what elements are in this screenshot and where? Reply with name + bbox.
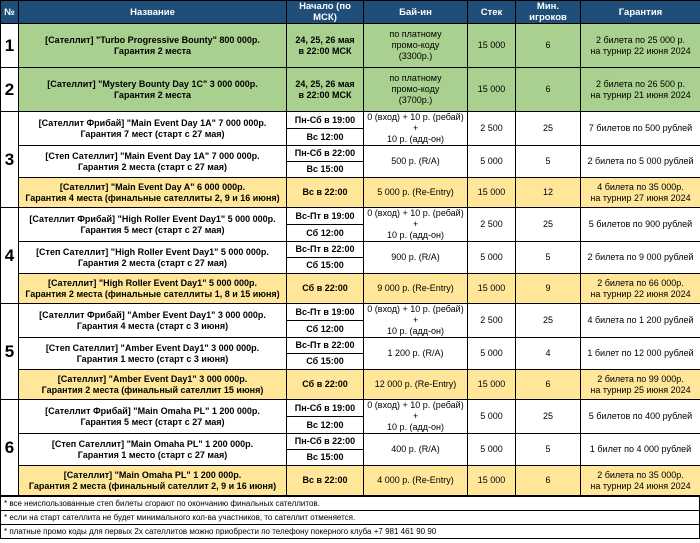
- guarantee: 5 билетов по 900 рублей: [581, 208, 700, 242]
- guarantee: 2 билета по 99 000р. на турнир 25 июня 2024: [581, 370, 700, 400]
- buyin: 4 000 р. (Re-Entry): [364, 466, 468, 496]
- start-time: Сб 12:00: [287, 321, 364, 338]
- guarantee: 5 билетов по 400 рублей: [581, 400, 700, 434]
- table-row: [1, 208, 700, 225]
- stack: 5 000: [468, 242, 516, 274]
- tournament-name: [Степ Сателлит] "Main Event Day 1A" 7 000 000р. Гарантия 2 места (старт с 27 мая): [19, 146, 287, 178]
- buyin: 0 (вход) + 10 р. (ребай) + 10 р. (адд-он): [364, 112, 468, 146]
- guarantee: 2 билета по 66 000р. на турнир 22 июня 2024: [581, 274, 700, 304]
- tournament-name: [Сателлит] "Amber Event Day1" 3 000 000р. Гарантия 2 места (финальный сателлит 15 июня): [19, 370, 287, 400]
- start-time: Сб в 22:00: [287, 274, 364, 304]
- start-time: Вс-Пт в 22:00: [287, 338, 364, 354]
- tournament-name: [Степ Сателлит] "Main Omaha PL" 1 200 000р. Гарантия 1 место (старт с 27 мая): [19, 434, 287, 466]
- min-players: 25: [516, 400, 581, 434]
- buyin: 1 200 р. (R/A): [364, 338, 468, 370]
- start-time: Вс-Пт в 22:00: [287, 242, 364, 258]
- row-number: 6: [1, 400, 19, 496]
- stack: 2 500: [468, 304, 516, 338]
- buyin: 12 000 р. (Re-Entry): [364, 370, 468, 400]
- header-name: Название: [19, 1, 287, 24]
- min-players: 6: [516, 370, 581, 400]
- start-time: Сб 15:00: [287, 258, 364, 274]
- table-row: [1, 370, 700, 400]
- stack: 5 000: [468, 400, 516, 434]
- stack: 15 000: [468, 24, 516, 68]
- guarantee: 2 билета по 35 000р. на турнир 24 июня 2024: [581, 466, 700, 496]
- row-number: 5: [1, 304, 19, 400]
- tournament-name: [Сателлит Фрибай] "Main Event Day 1A" 7 000 000р. Гарантия 7 мест (старт с 27 мая): [19, 112, 287, 146]
- min-players: 9: [516, 274, 581, 304]
- guarantee: 4 билета по 35 000р. на турнир 27 июня 2024: [581, 178, 700, 208]
- footnote: * платные промо коды для первых 2х сателлитов можно приобрести по телефону покерного клуба +7 981 461 90 90: [1, 524, 699, 538]
- tournament-name: [Сателлит Фрибай] "Main Omaha PL" 1 200 000р. Гарантия 5 мест (старт с 27 мая): [19, 400, 287, 434]
- row-number: 2: [1, 68, 19, 112]
- buyin: 500 р. (R/A): [364, 146, 468, 178]
- header-stack: Стек: [468, 1, 516, 24]
- stack: 5 000: [468, 146, 516, 178]
- start-time: Вс 15:00: [287, 450, 364, 466]
- table-row: [1, 242, 700, 258]
- table-row: [1, 466, 700, 496]
- guarantee: 2 билета по 26 500 р. на турнир 21 июня 2024: [581, 68, 700, 112]
- guarantee: 2 билета по 25 000 р. на турнир 22 июня 2024: [581, 24, 700, 68]
- table-row: [1, 112, 700, 129]
- start-time: Вс в 22:00: [287, 466, 364, 496]
- header-row: [1, 1, 700, 24]
- start-time: Пн-Сб в 19:00: [287, 400, 364, 417]
- min-players: 25: [516, 112, 581, 146]
- start-time: 24, 25, 26 мая в 22:00 МСК: [287, 24, 364, 68]
- stack: 15 000: [468, 178, 516, 208]
- start-time: Пн-Сб в 22:00: [287, 434, 364, 450]
- stack: 5 000: [468, 338, 516, 370]
- buyin: 0 (вход) + 10 р. (ребай) + 10 р. (адд-он): [364, 208, 468, 242]
- start-time: Вс в 22:00: [287, 178, 364, 208]
- buyin: 400 р. (R/A): [364, 434, 468, 466]
- guarantee: 2 билета по 9 000 рублей: [581, 242, 700, 274]
- header-min-players: Мин. игроков: [516, 1, 581, 24]
- guarantee: 1 билет по 4 000 рублей: [581, 434, 700, 466]
- table-row: [1, 304, 700, 321]
- tournament-name: [Сателлит] "Turbo Progressive Bounty" 800 000р. Гарантия 2 места: [19, 24, 287, 68]
- footnote: * все неиспользованные степ билеты сгорают по окончанию финальных сателлитов.: [1, 496, 699, 510]
- start-time: Сб 15:00: [287, 354, 364, 370]
- tournament-name: [Степ Сателлит] "Amber Event Day1" 3 000 000р. Гарантия 1 место (старт с 3 июня): [19, 338, 287, 370]
- stack: 15 000: [468, 370, 516, 400]
- start-time: Сб 12:00: [287, 225, 364, 242]
- start-time: Вс 15:00: [287, 162, 364, 178]
- min-players: 12: [516, 178, 581, 208]
- tournament-name: [Сателлит] "Main Omaha PL" 1 200 000р. Гарантия 2 места (финальный сателлит 2, 9 и 16 июня): [19, 466, 287, 496]
- header-num: №: [1, 1, 19, 24]
- min-players: 6: [516, 68, 581, 112]
- table-row: [1, 400, 700, 417]
- table-row: [1, 338, 700, 354]
- start-time: Пн-Сб в 19:00: [287, 112, 364, 129]
- row-number: 1: [1, 24, 19, 68]
- buyin: 5 000 р. (Re-Entry): [364, 178, 468, 208]
- min-players: 4: [516, 338, 581, 370]
- buyin: 9 000 р. (Re-Entry): [364, 274, 468, 304]
- buyin: 900 р. (R/A): [364, 242, 468, 274]
- guarantee: 7 билетов по 500 рублей: [581, 112, 700, 146]
- start-time: Вс 12:00: [287, 417, 364, 434]
- min-players: 6: [516, 466, 581, 496]
- table-row: [1, 24, 700, 68]
- guarantee: 2 билета по 5 000 рублей: [581, 146, 700, 178]
- start-time: 24, 25, 26 мая в 22:00 МСК: [287, 68, 364, 112]
- tournament-name: [Сателлит] "Mystery Bounty Day 1C" 3 000 000р. Гарантия 2 места: [19, 68, 287, 112]
- stack: 15 000: [468, 466, 516, 496]
- start-time: Сб в 22:00: [287, 370, 364, 400]
- header-start: Начало (по МСК): [287, 1, 364, 24]
- row-number: 4: [1, 208, 19, 304]
- table-row: [1, 178, 700, 208]
- tournament-name: [Степ Сателлит] "High Roller Event Day1" 5 000 000р. Гарантия 2 места (старт с 27 мая): [19, 242, 287, 274]
- stack: 5 000: [468, 434, 516, 466]
- tournament-name: [Сателлит] "Main Event Day A" 6 000 000р. Гарантия 4 места (финальные сателлиты 2, 9 и 16 июня): [19, 178, 287, 208]
- stack: 2 500: [468, 112, 516, 146]
- header-buyin: Бай-ин: [364, 1, 468, 24]
- tournament-name: [Сателлит Фрибай] "High Roller Event Day1" 5 000 000р. Гарантия 5 мест (старт с 27 мая): [19, 208, 287, 242]
- buyin: 0 (вход) + 10 р. (ребай) + 10 р. (адд-он): [364, 304, 468, 338]
- header-guarantee: Гарантия: [581, 1, 700, 24]
- footnotes: [0, 496, 700, 539]
- guarantee: 4 билета по 1 200 рублей: [581, 304, 700, 338]
- table-row: [1, 434, 700, 450]
- row-number: 3: [1, 112, 19, 208]
- min-players: 5: [516, 434, 581, 466]
- stack: 15 000: [468, 274, 516, 304]
- min-players: 5: [516, 146, 581, 178]
- min-players: 6: [516, 24, 581, 68]
- start-time: Вс-Пт в 19:00: [287, 208, 364, 225]
- footnote: * если на старт сателлита не будет минимального кол-ва участников, то сателлит отменяется.: [1, 510, 699, 524]
- buyin: 0 (вход) + 10 р. (ребай) + 10 р. (адд-он): [364, 400, 468, 434]
- start-time: Вс 12:00: [287, 129, 364, 146]
- tournament-name: [Сателлит] "High Roller Event Day1" 5 000 000р. Гарантия 2 места (финальные сателлиты 1, 8 и 15 июня): [19, 274, 287, 304]
- buyin: по платному промо-коду (3300р.): [364, 24, 468, 68]
- start-time: Вс-Пт в 19:00: [287, 304, 364, 321]
- buyin: по платному промо-коду (3700р.): [364, 68, 468, 112]
- start-time: Пн-Сб в 22:00: [287, 146, 364, 162]
- min-players: 25: [516, 304, 581, 338]
- tournament-name: [Сателлит Фрибай] "Amber Event Day1" 3 000 000р. Гарантия 4 места (старт с 3 июня): [19, 304, 287, 338]
- min-players: 5: [516, 242, 581, 274]
- table-row: [1, 68, 700, 112]
- guarantee: 1 билет по 12 000 рублей: [581, 338, 700, 370]
- min-players: 25: [516, 208, 581, 242]
- table-row: [1, 274, 700, 304]
- table-row: [1, 146, 700, 162]
- stack: 2 500: [468, 208, 516, 242]
- stack: 15 000: [468, 68, 516, 112]
